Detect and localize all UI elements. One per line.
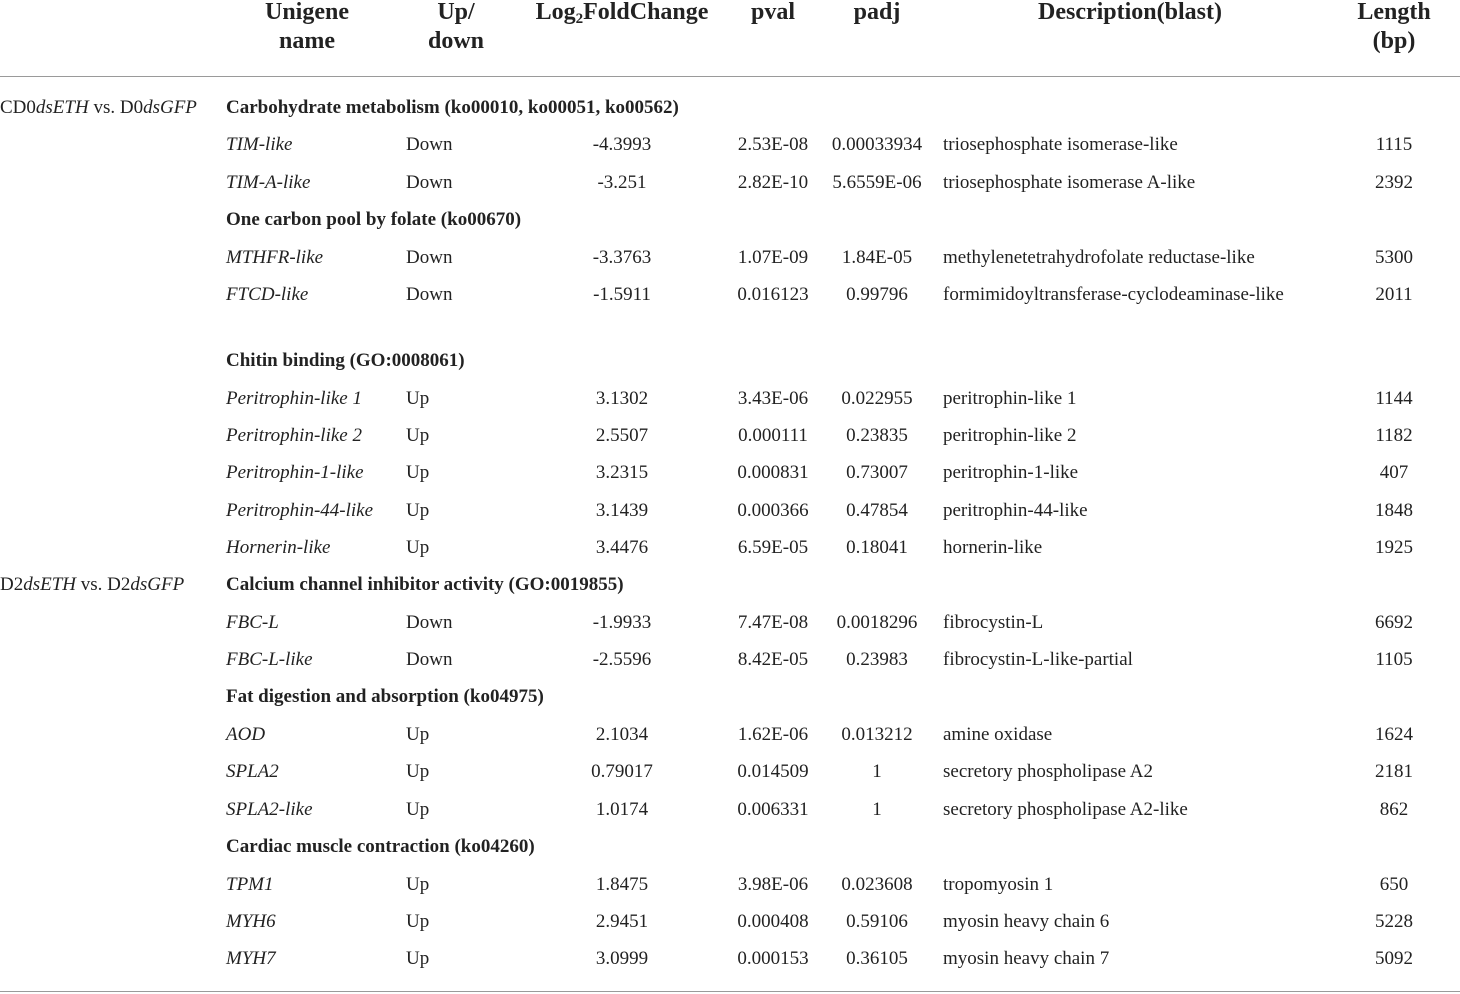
table-row-direction: Up xyxy=(406,388,430,409)
table-row-pval: 1.07E-09 xyxy=(737,247,809,268)
table-row-direction: Up xyxy=(406,425,430,446)
table-row-padj: 0.022955 xyxy=(841,388,913,409)
category-heading: Carbohydrate metabolism (ko00010, ko00051, ko00562) xyxy=(226,97,679,118)
table-row-gene: MTHFR-like xyxy=(226,247,324,268)
table-row-padj: 0.00033934 xyxy=(831,134,923,155)
table-row-padj: 0.23983 xyxy=(846,649,908,670)
group-label-part: dsETH xyxy=(35,97,89,118)
group-label-part: dsGFP xyxy=(130,574,185,595)
table-row-direction: Down xyxy=(406,649,453,670)
table-row-direction: Up xyxy=(406,537,430,558)
table-row-description: secretory phospholipase A2 xyxy=(943,761,1154,782)
table-row-length: 1144 xyxy=(1375,388,1413,409)
table-row-direction: Down xyxy=(406,612,453,633)
table-row-log2fc: -3.3763 xyxy=(592,247,652,268)
table-row-direction: Up xyxy=(406,761,430,782)
header-pval: pval xyxy=(750,0,795,25)
table-row-pval: 3.43E-06 xyxy=(737,388,809,409)
table-row-length: 2181 xyxy=(1375,761,1413,782)
group-label-part: dsETH xyxy=(23,574,77,595)
table-row-gene: TPM1 xyxy=(226,874,274,895)
table-row-gene: Peritrophin-44-like xyxy=(226,500,374,521)
table-row-gene: AOD xyxy=(226,724,266,745)
table-row-gene: Peritrophin-like 1 xyxy=(226,388,362,409)
header-rule xyxy=(0,76,1460,77)
table-row-direction: Up xyxy=(406,911,430,932)
table-row-pval: 2.82E-10 xyxy=(737,172,809,193)
table-row-pval: 7.47E-08 xyxy=(737,612,809,633)
table-row-log2fc: -2.5596 xyxy=(592,649,652,670)
table-row-pval: 0.000408 xyxy=(737,911,809,932)
table-row-log2fc: 3.4476 xyxy=(595,537,649,558)
header-log2-prefix: Log xyxy=(535,0,576,25)
table-row-log2fc: -3.251 xyxy=(597,172,647,193)
table-row-length: 1925 xyxy=(1375,537,1413,558)
header-unigene-name: Unigene name xyxy=(265,0,349,54)
table-row-length: 5300 xyxy=(1375,247,1413,268)
table-row-direction: Up xyxy=(406,462,430,483)
group-label-part: vs. D0 xyxy=(88,97,144,118)
table-row-log2fc: 0.79017 xyxy=(591,761,653,782)
group-label-part: CD0 xyxy=(0,97,36,118)
header-length: Length (bp) xyxy=(1357,0,1431,54)
table-row-description: myosin heavy chain 7 xyxy=(943,948,1110,969)
table-row-length: 6692 xyxy=(1375,612,1413,633)
header-description: Description(blast) xyxy=(1038,0,1222,25)
table-row-description: peritrophin-like 1 xyxy=(943,388,1077,409)
group-label-part: dsGFP xyxy=(143,97,197,118)
table-row-description: tropomyosin 1 xyxy=(943,874,1054,895)
table-row-direction: Down xyxy=(406,134,453,155)
table-row-gene: SPLA2 xyxy=(226,761,279,782)
category-heading: Fat digestion and absorption (ko04975) xyxy=(226,686,544,707)
table-row-log2fc: 3.0999 xyxy=(595,948,649,969)
table-row-pval: 0.016123 xyxy=(737,284,809,305)
table-bottom-rule xyxy=(0,991,1460,992)
header-padj: padj xyxy=(853,0,901,25)
table-row-direction: Down xyxy=(406,172,453,193)
table-row-log2fc: 3.1302 xyxy=(595,388,649,409)
table-row-description: methylenetetrahydrofolate reductase-like xyxy=(943,247,1255,268)
table-row-length: 650 xyxy=(1379,874,1409,895)
table-row-padj: 0.0018296 xyxy=(836,612,918,633)
table-row-length: 1105 xyxy=(1375,649,1413,670)
table-row-pval: 0.000111 xyxy=(738,425,808,446)
table-row-gene: Peritrophin-1-like xyxy=(226,462,364,483)
table-row-direction: Down xyxy=(406,247,453,268)
table-row-pval: 6.59E-05 xyxy=(737,537,809,558)
table-row-description: peritrophin-like 2 xyxy=(943,425,1077,446)
table-row-pval: 0.000153 xyxy=(737,948,809,969)
table-row-pval: 0.014509 xyxy=(737,761,809,782)
group-label-part: D2 xyxy=(0,574,24,595)
table-row-direction: Up xyxy=(406,874,430,895)
category-heading: Cardiac muscle contraction (ko04260) xyxy=(226,836,535,857)
table-row-log2fc: -1.9933 xyxy=(592,612,652,633)
table-row-log2fc: 2.9451 xyxy=(595,911,649,932)
table-row-length: 1115 xyxy=(1375,134,1413,155)
table-row-pval: 2.53E-08 xyxy=(737,134,809,155)
table-row-padj: 0.23835 xyxy=(846,425,908,446)
table-row-direction: Up xyxy=(406,500,430,521)
table-row-padj: 0.59106 xyxy=(846,911,908,932)
group-label-part: vs. D2 xyxy=(76,574,131,595)
header-log2-subscript: 2 xyxy=(575,11,584,27)
table-row-direction: Up xyxy=(406,948,430,969)
table-row-direction: Down xyxy=(406,284,453,305)
table-row-pval: 3.98E-06 xyxy=(737,874,809,895)
table-row-gene: MYH6 xyxy=(226,911,276,932)
table-row-description: hornerin-like xyxy=(943,537,1043,558)
table-row-direction: Up xyxy=(406,799,430,820)
table-row-padj: 0.013212 xyxy=(841,724,913,745)
table-row-description: peritrophin-44-like xyxy=(943,500,1088,521)
table-row-description: fibrocystin-L-like-partial xyxy=(943,649,1133,670)
table-row-length: 2011 xyxy=(1375,284,1413,305)
table-row-gene: FBC-L-like xyxy=(226,649,313,670)
table-row-log2fc: -1.5911 xyxy=(593,284,651,305)
table-row-log2fc: 2.5507 xyxy=(595,425,649,446)
table-row-direction: Up xyxy=(406,724,430,745)
table-row-description: amine oxidase xyxy=(943,724,1053,745)
table-row-description: secretory phospholipase A2-like xyxy=(943,799,1188,820)
table-row-length: 5092 xyxy=(1375,948,1413,969)
table-row-length: 5228 xyxy=(1375,911,1413,932)
table-row-pval: 0.000831 xyxy=(737,462,809,483)
table-row-log2fc: 1.0174 xyxy=(595,799,649,820)
header-log2-suffix: FoldChange xyxy=(583,0,709,25)
table-row-log2fc: 3.2315 xyxy=(595,462,649,483)
group-label-cd0 xyxy=(0,93,200,123)
table-row-padj: 0.18041 xyxy=(846,537,908,558)
header-log2-fold-change xyxy=(522,0,722,27)
table-row-description: peritrophin-1-like xyxy=(943,462,1079,483)
table-row-padj: 0.36105 xyxy=(846,948,908,969)
group-label-d2 xyxy=(0,570,220,600)
table-row-padj: 1 xyxy=(872,761,882,782)
table-row-gene: SPLA2-like xyxy=(226,799,313,820)
table-row-gene: Peritrophin-like 2 xyxy=(226,425,362,446)
table-row-gene: TIM-like xyxy=(226,134,293,155)
table-row-padj: 0.99796 xyxy=(846,284,908,305)
category-heading: Calcium channel inhibitor activity (GO:0019855) xyxy=(226,574,624,595)
table-row-padj: 0.47854 xyxy=(846,500,908,521)
table-row-pval: 1.62E-06 xyxy=(737,724,809,745)
table-row-gene: Hornerin-like xyxy=(226,537,331,558)
table-row-padj: 1 xyxy=(872,799,882,820)
table-row-gene: MYH7 xyxy=(226,948,276,969)
table-row-gene: FBC-L xyxy=(226,612,279,633)
table-row-length: 407 xyxy=(1379,462,1409,483)
table-row-length: 2392 xyxy=(1375,172,1413,193)
table-row-padj: 1.84E-05 xyxy=(841,247,913,268)
table-row-description: triosephosphate isomerase-like xyxy=(943,134,1178,155)
table-row-pval: 0.000366 xyxy=(737,500,809,521)
table-row-log2fc: 3.1439 xyxy=(595,500,649,521)
table-row-description: myosin heavy chain 6 xyxy=(943,911,1110,932)
table-row-gene: TIM-A-like xyxy=(226,172,311,193)
table-row-padj: 0.73007 xyxy=(846,462,908,483)
table-row-description: formimidoyltransferase-cyclodeaminase-like xyxy=(943,284,1284,305)
table-row-padj: 5.6559E-06 xyxy=(832,172,922,193)
table-row-log2fc: 2.1034 xyxy=(595,724,649,745)
header-up-down: Up/ down xyxy=(427,0,485,54)
table-row-pval: 8.42E-05 xyxy=(737,649,809,670)
table-row-length: 1624 xyxy=(1375,724,1413,745)
table-row-padj: 0.023608 xyxy=(841,874,913,895)
table-row-pval: 0.006331 xyxy=(737,799,809,820)
table-row-log2fc: 1.8475 xyxy=(595,874,649,895)
table-row-length: 1182 xyxy=(1375,425,1413,446)
table-row-log2fc: -4.3993 xyxy=(592,134,652,155)
table-row-description: triosephosphate isomerase A-like xyxy=(943,172,1196,193)
table-row-gene: FTCD-like xyxy=(226,284,309,305)
category-heading: Chitin binding (GO:0008061) xyxy=(226,350,465,371)
table-row-description: fibrocystin-L xyxy=(943,612,1044,633)
table-row-length: 1848 xyxy=(1375,500,1413,521)
category-heading: One carbon pool by folate (ko00670) xyxy=(226,209,522,230)
table-row-length: 862 xyxy=(1379,799,1409,820)
